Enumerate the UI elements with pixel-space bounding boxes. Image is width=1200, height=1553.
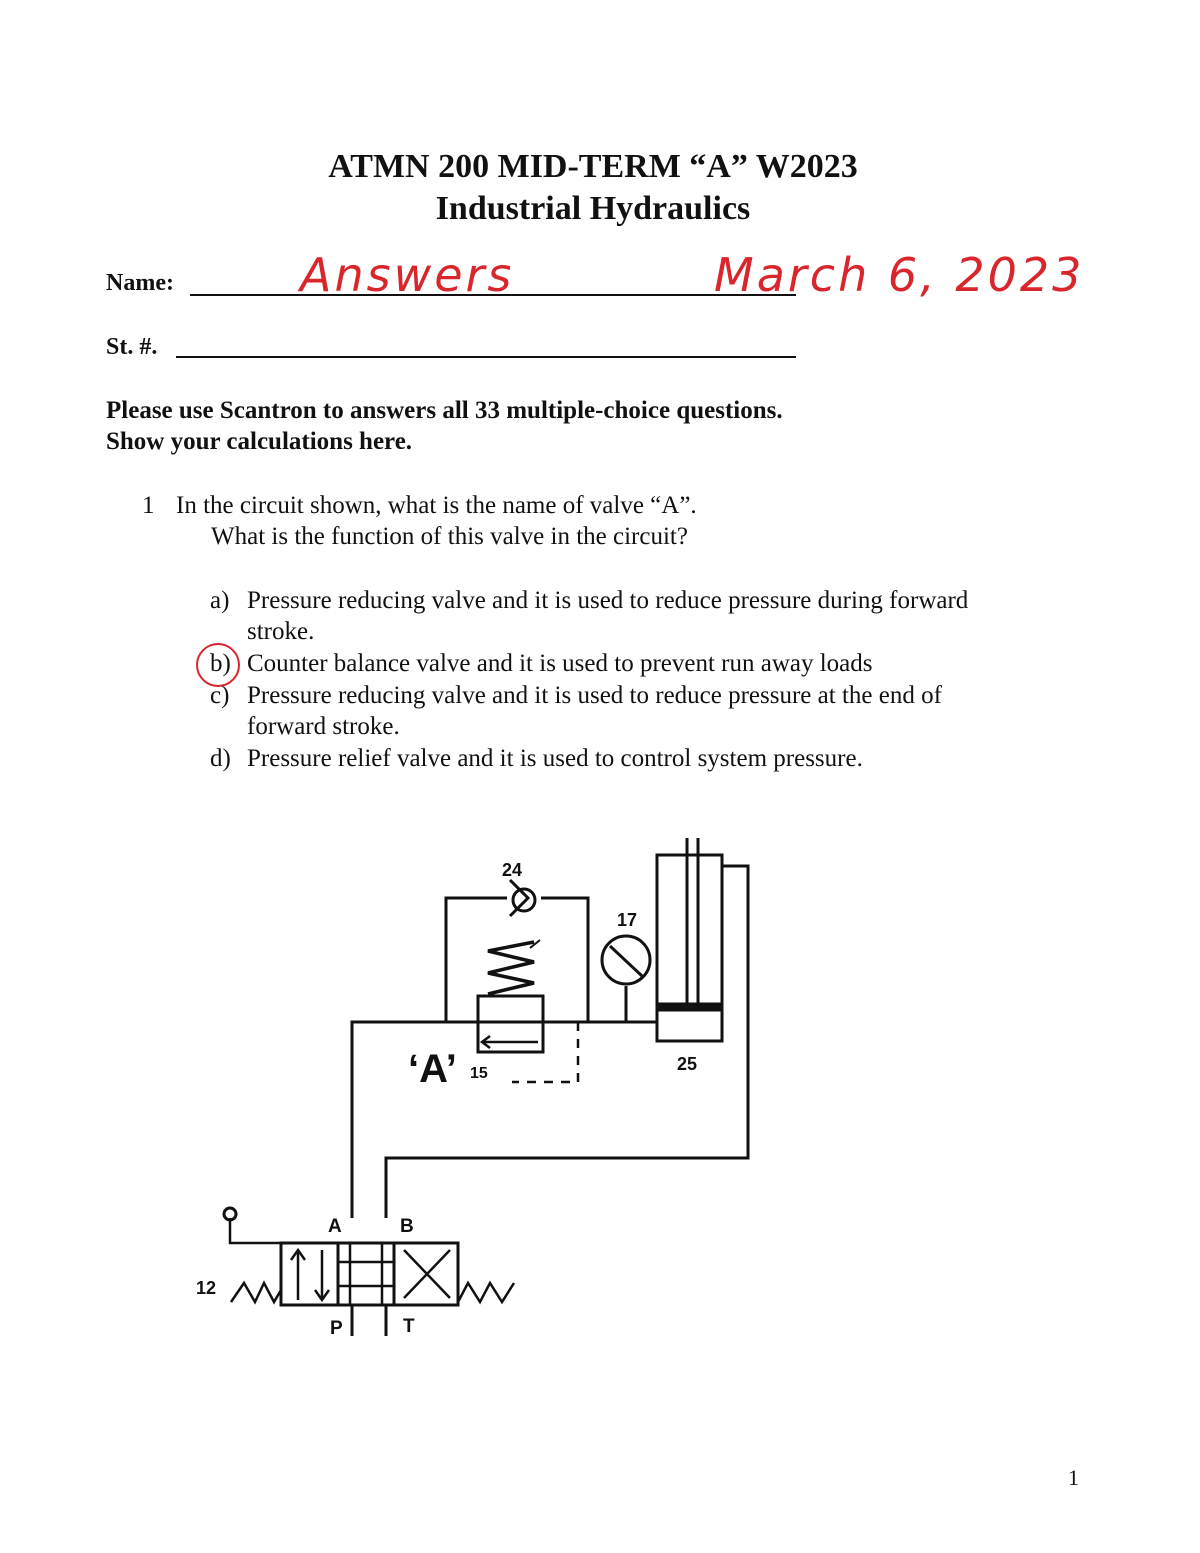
left-spring [231, 1283, 281, 1302]
label-cylinder: 25 [677, 1054, 698, 1074]
gauge-needle [610, 946, 642, 976]
label-counterbalance: 15 [470, 1065, 488, 1082]
valve-spring [488, 942, 534, 994]
center-envelope-lines [338, 1243, 394, 1305]
page-subtitle: Industrial Hydraulics [435, 190, 751, 227]
label-port-b: B [400, 1216, 414, 1237]
question-text-1: In the circuit shown, what is the name of valve “A”. [176, 492, 697, 519]
student-number-label: St. #. [106, 334, 158, 360]
instruction-line-1: Please use Scantron to answers all 33 multiple-choice questions. [106, 397, 783, 424]
option-a-letter: a) [210, 587, 230, 614]
valve-arrow [482, 1036, 538, 1048]
directional-valve-left [281, 1243, 338, 1305]
page-number: 1 [1068, 1465, 1079, 1490]
cylinder-barrel [657, 855, 722, 1041]
instruction-line-2: Show your calculations here. [106, 428, 413, 455]
option-c-text-cont: forward stroke. [247, 713, 400, 740]
label-gauge: 17 [617, 910, 638, 930]
option-d-text: Pressure relief valve and it is used to control system pressure. [247, 745, 863, 772]
option-a-text: Pressure reducing valve and it is used to reduce pressure during forward [247, 587, 969, 614]
label-valve-a: ‘A’ [408, 1047, 457, 1091]
label-port-p: P [330, 1318, 343, 1339]
option-d-letter: d) [210, 745, 231, 772]
cylinder-rod [687, 838, 698, 1004]
right-envelope-cross [404, 1250, 450, 1298]
date-handwriting: March 6, 2023 [714, 248, 1085, 302]
option-b-letter: b) [210, 650, 231, 677]
directional-valve-center [338, 1243, 394, 1305]
option-c-text: Pressure reducing valve and it is used to reduce pressure at the end of [247, 682, 942, 709]
label-check-valve: 24 [502, 860, 523, 880]
check-bypass-line [446, 898, 588, 1022]
option-c-letter: c) [210, 682, 230, 709]
label-port-a: A [328, 1216, 342, 1237]
question-text-2: What is the function of this valve in the circuit? [211, 523, 688, 550]
right-spring [458, 1283, 514, 1302]
lever-actuator [230, 1218, 281, 1243]
left-envelope-arrows [291, 1250, 329, 1300]
option-b-text: Counter balance valve and it is used to prevent run away loads [247, 650, 873, 677]
name-label: Name: [106, 270, 174, 296]
page-title: ATMN 200 MID-TERM “A” W2023 [328, 148, 858, 185]
question-number: 1 [142, 492, 155, 519]
counterbalance-valve-body [478, 996, 543, 1052]
option-a-text-cont: stroke. [247, 618, 315, 645]
cylinder-piston [660, 1004, 719, 1010]
label-port-t: T [403, 1316, 415, 1337]
name-answer-handwriting: Answers [300, 248, 515, 302]
label-directional: 12 [196, 1278, 217, 1298]
